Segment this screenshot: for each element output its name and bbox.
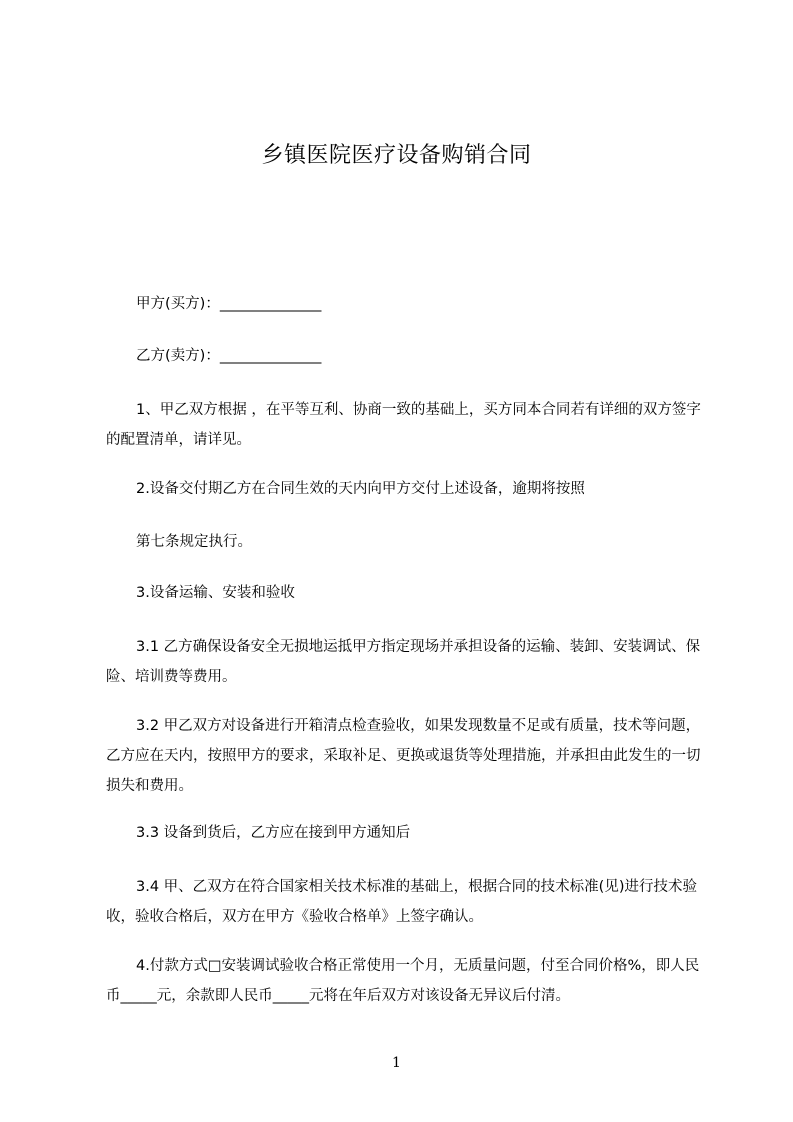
clause-1: 1、甲乙双方根据 ，在平等互利、协商一致的基础上，买方同本合同若有详细的双方签字的配置清单，请详见。 [106, 402, 701, 448]
clause-2-cont: 第七条规定执行。 [136, 534, 252, 550]
clause-3-1: 3.1 乙方确保设备安全无损地运抵甲方指定现场并承担设备的运输、装卸、安装调试、保险、培训费等费用。 [106, 639, 701, 685]
clause-3-3: 3.3 设备到货后，乙方应在接到甲方通知后 [136, 825, 411, 841]
party-b-line [106, 341, 702, 371]
clause-3-heading: 3.设备运输、安装和验收 [136, 585, 295, 601]
clause-2: 2.设备交付期乙方在合同生效的天内向甲方交付上述设备，逾期将按照 [136, 481, 585, 497]
party-a-text: 甲方(买方)：______________ [136, 296, 322, 312]
party-a-line [106, 289, 702, 319]
clause-3-4: 3.4 甲、乙双方在符合国家相关技术标准的基础上，根据合同的技术标准(见)进行技术验收，验收合格后，双方在甲方《验收合格单》上签字确认。 [106, 879, 697, 925]
clause-3-2: 3.2 甲乙双方对设备进行开箱清点检查验收，如果发现数量不足或有质量，技术等问题，乙方应在天内，按照甲方的要求，采取补足、更换或退货等处理措施，并承担由此发生的一切损失和费用。 [106, 718, 701, 794]
page-number: 1 [392, 1055, 401, 1071]
clause-4: 4.付款方式□安装调试验收合格正常使用一个月，无质量问题，付至合同价格%，即人民币_____元，余款即人民币_____元将在年后双方对该设备无异议后付清。 [106, 958, 700, 1004]
party-b-text: 乙方(卖方)：______________ [136, 348, 322, 364]
page-title: 乡镇医院医疗设备购销合同 [261, 143, 532, 168]
